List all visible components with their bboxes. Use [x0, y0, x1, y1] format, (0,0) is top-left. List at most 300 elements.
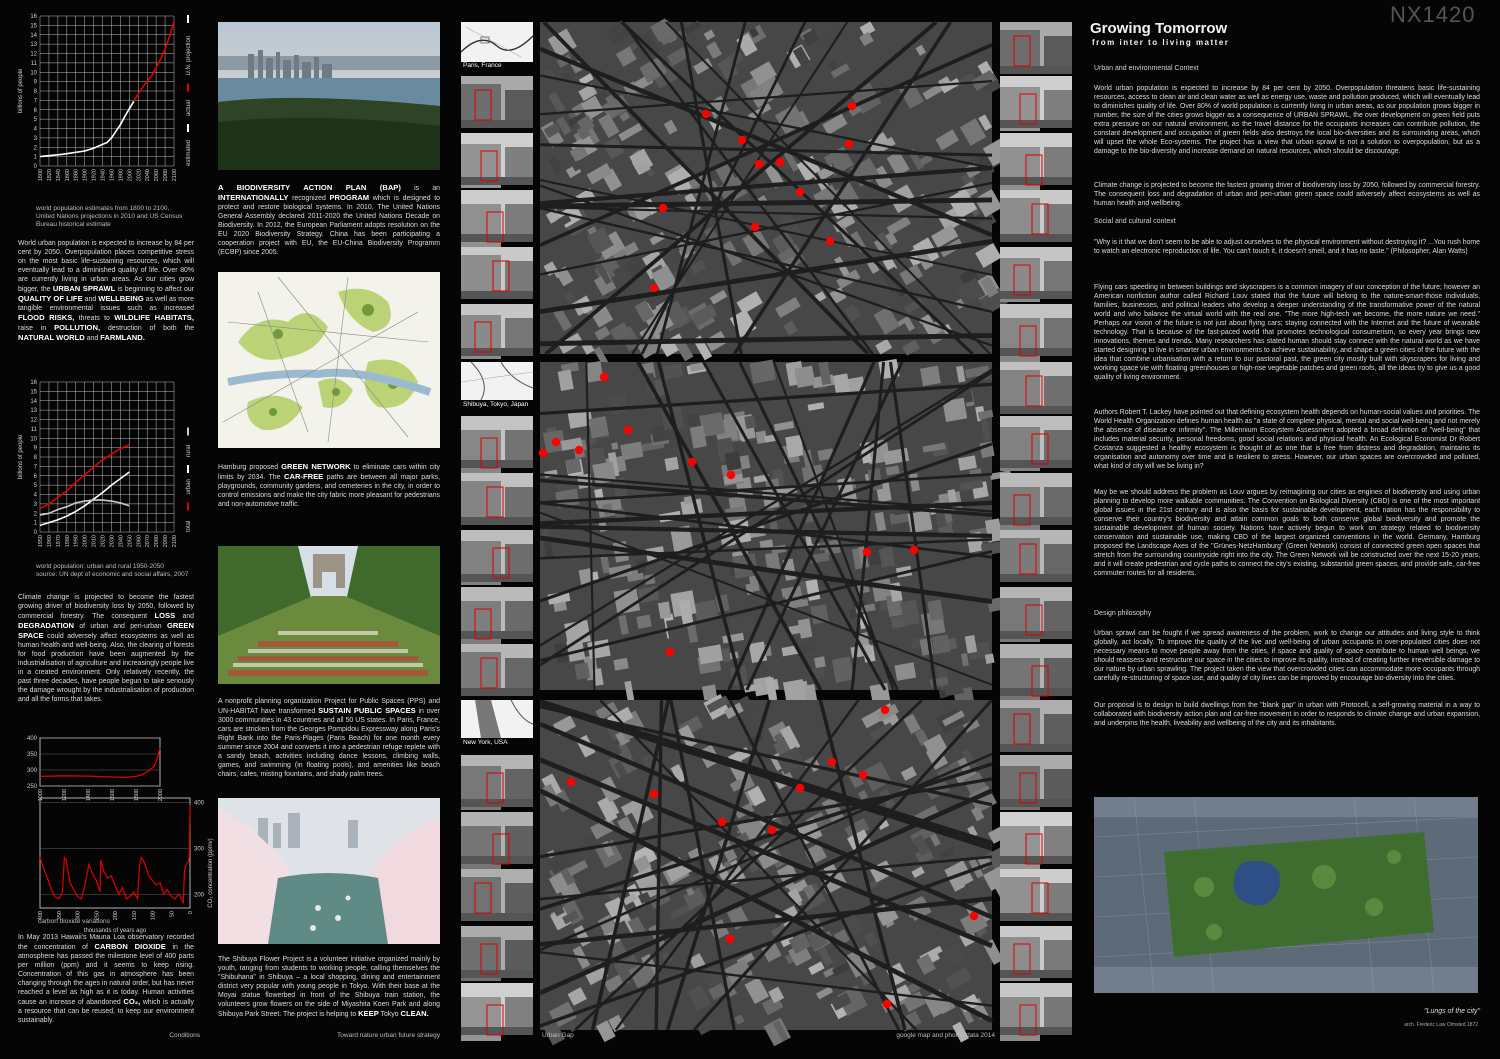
street-photo-image [461, 76, 533, 128]
street [461, 517, 533, 525]
skyline-image [218, 22, 440, 170]
x-tick-label: 2080 [163, 169, 170, 182]
street-photo [1000, 133, 1072, 185]
city-block [891, 615, 905, 628]
public-spaces-paragraph: A nonprofit planning organization Project for Public Spaces (PPS) and UN-HABITAT have transformed SUSTAIN PUBLIC SPACES in over 3000 communities in 43 countries and all 50 US states. In Paris, France, cars are stricken from the Georges Pompidou Expressway along Paris's Right Bank into the Paris-Plages (Paris Beach) for one month every summer since 2004 and converts it into a pedestrian refuge replete with a sandy beach, activities including dance lessons, climbing walls, games, and swimming (in floating pools), and amenities like beach chairs, cafes, misting fountains, and shady palm trees. [218, 698, 440, 778]
main-y-tick: 200 [194, 892, 205, 899]
x-tick-label: 1980 [118, 169, 125, 182]
urban-gap-marker [738, 136, 746, 144]
city-block [744, 415, 756, 429]
street [461, 913, 533, 921]
street-photo [461, 530, 533, 582]
main-x-tick: 150 [131, 911, 138, 921]
street [461, 234, 533, 242]
y-tick-label: 15 [30, 23, 37, 30]
urban-gap-marker [845, 140, 853, 148]
street-photo-image [461, 416, 533, 468]
series-line-u-n--projection [134, 22, 174, 102]
y-tick-label: 16 [30, 380, 37, 386]
y-tick-label: 0 [33, 530, 37, 536]
y-tick-label: 13 [30, 408, 37, 415]
city-block [725, 451, 742, 471]
x-tick-label: 2000 [127, 169, 134, 182]
hamburg-green-network-paragraph: Hamburg proposed GREEN NETWORK to eliminate cars within city limits by 2034. The CAR-FREE paths are between all major parks, playgrounds, community gardens, and cemeteries in the city, in order to control emissions and make the city fabric more pleasant for pedestrians and non-automotive traffic. [218, 462, 441, 508]
y-tick-label: 4 [33, 126, 37, 133]
urban-gap-marker [751, 223, 759, 231]
street-photo-image [461, 133, 533, 185]
x-tick-label: 1960 [46, 535, 53, 548]
inset-x-tick: 1600 [110, 789, 116, 802]
street [461, 631, 533, 639]
champs-elysees-photo [218, 546, 440, 684]
y-tick-label: 2 [33, 145, 37, 152]
urban-population-paragraph: World urban population is expected to increase by 84 per cent by 2050. Overpopulation places competitive stress on the most basic life-sustaining resources, which will eventually lead to a diminished quality of life. Over 80% are currently living in urban areas. As our cities grow bigger, the URBAN SPRAWL is beginning to affect our QUALITY OF LIFE and WELLBEING as well as more tangible environmental issues such as increased FLOOD RISKS, threats to WILDLIFE HABITATS, raise in POLLUTION, destruction of both the NATURAL WORLD and FARMLAND. [18, 240, 195, 342]
x-tick-label: 2090 [163, 535, 170, 548]
urban-gap-marker [567, 778, 575, 786]
street-photo [461, 133, 533, 185]
city-block [794, 366, 815, 388]
street-photo-image [461, 869, 533, 921]
street-photo [461, 416, 533, 468]
street-photo [461, 869, 533, 921]
co2-chart [14, 728, 214, 934]
street-photo [461, 755, 533, 807]
urban-gap-marker [828, 758, 836, 766]
y-tick-label: 16 [30, 14, 37, 20]
tokyo-aerial-map [540, 362, 992, 690]
climate-paragraph: Climate change is projected to become the fastest growing driver of biodiversity loss by 2050, followed by commercial forestry. The consequent loss and degradation of urban and peri-urban green space could adversely affect ecosystems as well as human health and wellbeing. [1094, 182, 1480, 207]
biodiversity-action-plan-paragraph: A BIODIVERSITY ACTION PLAN (BAP) is an INTERNATIONALLY recognized PROGRAM which is designed to protect and restore biological systems. In 2010, The United Nations General Assembly declared 2011-2020 the United Nations Decade on Biodiversity. In 2012, the European Parliament adopts resolution on the EU 2020 Biodiversity Strategy. China has been participating a cooperation project with EU, the EU-China Biodiversity Programm (ECBP) since 2005. [218, 183, 441, 256]
street-photo-image [461, 530, 533, 582]
urban-gap-marker [726, 935, 734, 943]
x-tick-label: 1990 [73, 535, 80, 548]
co2-chart-caption: carbon dioxide variations [38, 918, 110, 925]
urban-gap-marker [650, 790, 658, 798]
street-photo [1000, 926, 1072, 978]
tokyo-map-image [540, 362, 992, 690]
x-tick-label: 2070 [145, 535, 152, 548]
ecosystem-health-paragraph: Authors Robert T. Lackey have pointed out that defining ecosystem health depends on human-social values and priorities. The World Health Organization defines human health as "a state of complete physical, mental and social well-being and not merely the absence of disease or infirmity". The Millennium Ecosystem Assessment adopted a broad definition of "well-being" that includes material security, personal freedoms, good social relations and physical health. An Ecological Economist Dr Robert Costanza suggested a healthy ecosystem is thought of as one that is free from distress and degradation, maintains its organisation and autonomy over time and is resilient to stress. However, our urban spaces are overcrowded and polluted, what kind of city will we be living in? [1094, 409, 1480, 470]
street-photo-image [1000, 190, 1072, 242]
x-tick-label: 2040 [145, 169, 152, 182]
x-tick-label: 2100 [172, 169, 178, 182]
urban-gap-marker [539, 449, 547, 457]
urban-gap-marker [796, 784, 804, 792]
poster-subtitle: from inter to living matter [1092, 38, 1230, 47]
y-tick-label: 13 [30, 42, 37, 49]
x-tick-label: 1950 [38, 535, 44, 548]
main-x-tick: 400 [38, 911, 44, 921]
street-photo-image [1000, 755, 1072, 807]
x-tick-label: 2010 [91, 535, 98, 548]
street-photo-image [461, 812, 533, 864]
legend-entry: actual [186, 100, 192, 117]
population-chart-caption: world population estimates from 1800 to 2100, United Nations projections in 2010 and US Census Bureau historical estimate [36, 205, 183, 228]
street-photo [1000, 76, 1072, 128]
urban-gap-marker [659, 204, 667, 212]
city-block [814, 656, 826, 668]
central-park-image [1094, 797, 1478, 993]
y-tick-label: 7 [33, 464, 37, 471]
x-tick-label: 1880 [73, 169, 80, 182]
main-x-tick: 200 [113, 911, 119, 921]
y-tick-label: 6 [33, 473, 37, 480]
street-photo-image [1000, 362, 1072, 414]
x-tick-label: 1860 [64, 169, 71, 182]
y-tick-label: 12 [30, 417, 37, 424]
design-philosophy-paragraph: Urban sprawl can be fought if we spread awareness of the problem, work to change our attitudes and living style to think globally, act locally. To improve the quality of the live and well-being of urban occupants in over-populated cities does not necessary means to move people away from the cities, if space and quality of space contribute to human well beings, we should reassess and restructure our space in the cities to improve its quality, instead of creating further irreversible damage to our nature by urban sprawling. The project taken the view that overcrowded cities can accommodate more occupants through carefully re-structuring of space use, and quality of city lives can be improved by encourage bio-diversity into the cities. [1094, 630, 1480, 682]
street-photo [1000, 22, 1072, 74]
strategy-footer: Toward nature urban future strategy [337, 1032, 440, 1039]
newyork-aerial-map [540, 700, 992, 1030]
tokyo-location-map [461, 362, 533, 400]
main-x-tick: 0 [188, 911, 194, 915]
cherry-blossom-image [218, 798, 440, 944]
street-photo-image [1000, 247, 1072, 299]
google-map-credit: google map and photos data 2014 [896, 1032, 995, 1039]
urban-gap-marker [552, 438, 560, 446]
urban-gap-marker [881, 706, 889, 714]
street [1000, 291, 1072, 299]
street-photo [1000, 416, 1072, 468]
urban-context-paragraph: World urban population is expected to increase by 84 per cent by 2050. Overpopulation threatens basic life-sustaining resources, access to clean air and clean water as well as energy use, waste and pollution produced, which will eventually lead to diminishes quality of life. Over 80% of world population is currently living in urban areas, as our population grows bigger in number, the size of the cities grows bigger as a consequence of URBAN SPRAWL, the over development on green field puts extra pressure on our natural environment, as the travel distance for the occupants increases can contribute pollution, the constant development and occupation of green fields also destroys the local bio-diversities and its surrounding areas, which will upset the whole Eco-systems. The project has a view that urban sprawl is not a solution to overpopulation, but as a damage to the bio-diversity and increase demand on natural resources, which should be discourage. [1094, 85, 1480, 155]
x-tick-label: 2040 [118, 535, 125, 548]
street-photo-image [1000, 76, 1072, 128]
central-park-aerial-photo [1094, 797, 1478, 993]
urban-gap-marker [970, 912, 978, 920]
street-photo [461, 983, 533, 1035]
paris-map-image [540, 22, 992, 354]
urban-gap-marker [826, 237, 834, 245]
street-photo [1000, 644, 1072, 696]
street-photo [1000, 304, 1072, 356]
city-block [664, 457, 679, 471]
y-tick-label: 10 [30, 436, 37, 443]
urban-gap-marker [863, 548, 871, 556]
y-tick-label: 3 [33, 135, 37, 142]
paris-label: Paris, France [463, 62, 502, 69]
x-tick-label: 2050 [127, 535, 134, 548]
street-photo-image [1000, 133, 1072, 185]
x-tick-label: 2020 [136, 169, 143, 182]
street-photo-image [461, 587, 533, 639]
y-tick-label: 12 [30, 51, 37, 58]
city-block [985, 653, 995, 664]
street-photo-image [1000, 700, 1072, 752]
street-photo [1000, 700, 1072, 752]
inset-x-tick: 1000 [38, 789, 44, 802]
city-block [979, 441, 994, 458]
y-tick-label: 0 [33, 164, 37, 170]
street [1000, 913, 1072, 921]
city-block [588, 416, 608, 438]
street-photo-image [1000, 530, 1072, 582]
street-photo [461, 473, 533, 525]
olmsted-credit: arch. Frederic Law Olmsted 1872 [1404, 1022, 1478, 1028]
carbon-dioxide-paragraph: In May 2013 Hawaii's Mauna Loa observatory recorded the concentration of CARBON DIOXIDE in the atmosphere has passed the milestone level of 400 parts per million (ppm) and it seems to keep rising. Concentration of this gas in atmosphere has been changing through the ages in natural order, but has never reached a level as high as it is today. Human activities cause an increase of abandoned CO₂, which is actually a resource that can be reused, to keep our environment sustainably. [18, 934, 194, 1024]
street-photo [1000, 587, 1072, 639]
street-photo-image [1000, 983, 1072, 1035]
y-tick-label: 11 [30, 60, 37, 67]
street-photo-image [461, 644, 533, 696]
x-tick-label: 1940 [100, 169, 107, 182]
inset-y-tick: 400 [26, 736, 37, 742]
street-photo-image [1000, 869, 1072, 921]
urban-gap-marker [727, 471, 735, 479]
street [1000, 517, 1072, 525]
street-photo [461, 304, 533, 356]
main-x-tick: 350 [56, 911, 63, 921]
section-heading-social-context: Social and cultural context [1094, 218, 1176, 225]
street-photo-image [461, 304, 533, 356]
urban-rural-chart-caption: world population: urban and rural 1950-2050 [36, 563, 164, 570]
x-tick-label: 2000 [82, 535, 89, 548]
street [1000, 406, 1072, 414]
street [461, 120, 533, 128]
main-co2-line [40, 805, 190, 904]
y-tick-label: 15 [30, 389, 37, 396]
green-network-image [218, 272, 440, 448]
inset-x-tick: 1800 [134, 789, 140, 802]
inset-x-tick: 1200 [62, 789, 68, 802]
street-photo [1000, 812, 1072, 864]
paris-aerial-map [540, 22, 992, 354]
main-y-axis-label: CO₂ concentration (ppmv) [208, 838, 214, 908]
street-photo-image [1000, 416, 1072, 468]
street [461, 1027, 533, 1035]
x-tick-label: 1970 [55, 535, 62, 548]
y-tick-label: 9 [33, 445, 37, 452]
vancouver-skyline-photo [218, 22, 440, 170]
x-tick-label: 1800 [38, 169, 44, 182]
lungs-of-the-city-caption: "Lungs of the city" [1424, 1008, 1480, 1015]
newyork-label: New York, USA [463, 739, 508, 746]
street-photo-image [461, 926, 533, 978]
street-photo [1000, 247, 1072, 299]
city-block [566, 458, 582, 474]
city-block [687, 413, 699, 426]
y-tick-label: 11 [30, 426, 37, 433]
newyork-map-image [540, 700, 992, 1030]
inset-y-tick: 350 [26, 752, 37, 758]
x-tick-label: 1960 [109, 169, 116, 182]
urban-gap-marker [755, 160, 763, 168]
project-code: NX1420 [1390, 2, 1476, 27]
street [1000, 970, 1072, 978]
urban-gap-marker [768, 826, 776, 834]
street [461, 348, 533, 356]
inset-frame [40, 738, 160, 786]
street-photo-image [1000, 812, 1072, 864]
y-tick-label: 1 [33, 520, 37, 527]
city-block [611, 442, 618, 450]
urban-gap-marker [859, 771, 867, 779]
proposal-paragraph: Our proposal is to design to build dwellings from the "blank gap" in urban with Protocell, a self-growing material in a way to collaborated with biodiversity action plan and car-free movement in order to responds to climate change and urban expansion, and underpins the health, liveability and wellbeing of the city and its inhabitants. [1094, 702, 1480, 727]
y-axis-label: billions of people [18, 68, 24, 114]
x-tick-label: 2020 [100, 535, 107, 548]
city-block [607, 392, 627, 415]
urban-gap-marker [718, 818, 726, 826]
street [461, 856, 533, 864]
y-tick-label: 10 [30, 70, 37, 77]
street [461, 291, 533, 299]
street-photo [1000, 530, 1072, 582]
legend-entry: urban [186, 479, 192, 495]
street-photo-image [1000, 22, 1072, 74]
street-photo-image [1000, 926, 1072, 978]
main-x-tick: 250 [94, 911, 101, 921]
urban-gap-footer: Urban Gap [542, 1032, 574, 1039]
urban-gap-marker [910, 546, 918, 554]
urban-gap-marker [624, 426, 632, 434]
street-photo [1000, 362, 1072, 414]
y-tick-label: 8 [33, 455, 37, 461]
inset-y-tick: 250 [26, 784, 37, 790]
street-photo [1000, 190, 1072, 242]
alan-watts-quote: "Why is it that we don't seem to be able to adjust ourselves to the physical environment without destroying it? ...You rush home to watch an electronic reproduction of life. You can't touch it, it doesn't smell, and it has no taste." (Philosopher, Alan Watts) [1094, 239, 1480, 255]
urban-gap-marker [796, 188, 804, 196]
champs-elysees-image [218, 546, 440, 684]
street-photo-image [1000, 587, 1072, 639]
urban-gap-marker [883, 1000, 891, 1008]
richard-louv-paragraph: Flying cars speeding in between buildings and skyscrapers is a common imagery of our conception of the future; however an American nonfiction author called Richard Louv stated that the future will belong to the nature-smart-those individuals, families, businesses, and political leaders who develop a deeper understanding of the transformative power of the natural world and who balance the virtual world with the real one. "The more high-tech we become, the more nature we need." Perhaps our vision of the future is not just about flying cars; staying connected with the Internet and the future of wearable technology. That is because of the fast-paced world that promotes technological consumerism, so every year brings new innovations, themes and trends. Many researchers has stated human should stay connect with the natural world as we have started designing to live in smarter urban environments to achieve sustainability, and shape a green cities of the future with the idea that combine urbanisation with a return to our pastoral past, the green city mostly built with skyscrapers for living and working space vie with floating greenhouses or high-rise vegetable patches and green roofs, all the ideas try to give us a good quality of living environment. [1094, 284, 1480, 381]
street [1000, 66, 1072, 74]
street [1000, 688, 1072, 696]
street [1000, 744, 1072, 752]
street-photo [461, 644, 533, 696]
shibuya-flower-project-paragraph: The Shibuya Flower Project is a volunteer initiative organized mainly by youth, ranging from students to working people, calling themselves the "Shibuhana" in Shibuya – a local shopping, dining and entertainment district very popular with young people in Tokyo. With their base at the Moyai statue flowerbed in front of the Shibuya train station, the volunteers grow flowers on the side of Miyashita Koen Park and along Shibuya Park Street. The project is helping to KEEP Tokyo CLEAN. [218, 956, 440, 1018]
city-block [932, 634, 951, 654]
urban-gap-marker [702, 110, 710, 118]
main-x-tick: 50 [169, 911, 176, 918]
x-tick-label: 1820 [46, 169, 53, 182]
city-block [750, 359, 776, 383]
x-tick-label: 2100 [172, 535, 178, 548]
legend-entry: estimated [186, 139, 192, 166]
city-block [920, 366, 941, 386]
street [461, 688, 533, 696]
population-chart [14, 10, 200, 210]
x-tick-label: 2060 [154, 169, 161, 182]
city-block [574, 662, 590, 679]
y-tick-label: 2 [33, 511, 37, 518]
main-x-tick: 300 [75, 911, 82, 921]
x-tick-label: 1900 [82, 169, 89, 182]
x-tick-label: 2030 [109, 535, 116, 548]
street-photo [461, 247, 533, 299]
y-axis-label: billions of people [18, 434, 24, 480]
street-photo [461, 76, 533, 128]
street-photo-image [1000, 304, 1072, 356]
street [1000, 177, 1072, 185]
inset-co2-line [40, 748, 160, 778]
x-tick-label: 2080 [154, 535, 161, 548]
street-photo [461, 812, 533, 864]
biodiversity-cities-paragraph: May be we should address the problem as Louv argues by reimagining our cities as engines of biodiversity and using urban planning to develop more walkable communities. The Convention on Biological Diversity (CBD) is one of the most important global issues in the 21st century and is also the basis for sustainable development, each nation has the responsibility to conserve their country's biodiversity and attain common goals to both conserve global biodiversity and promote the sustainable development of human society. Nations have actively begun to work on strategy related to biodiversity conservation and sustainable use, making CBD of the largest organized conventions in the world. Germany, Hamburg proposed the Landscape Axes of the "Grünes-NetzHamburg" (Green Network) consist of connected green open spaces that stretch from the surrounding countryside right into the city. The Green Network will be constructed over the next 15-20 years, and it will create pedestrian and cycle paths to connect the city's existing, substantial green spaces, and provide safe, car-free commuter routes for all residents. [1094, 489, 1480, 577]
inset-x-tick: 2000 [158, 789, 164, 802]
urban-gap-marker [666, 648, 674, 656]
street [1000, 856, 1072, 864]
poster-title: Growing Tomorrow [1090, 20, 1228, 37]
x-tick-label: 1980 [64, 535, 71, 548]
conditions-footer: Conditions [169, 1032, 200, 1039]
legend-entry: total [186, 520, 192, 532]
street-photo-image [1000, 473, 1072, 525]
street-photo [1000, 983, 1072, 1035]
y-tick-label: 1 [33, 154, 37, 161]
section-heading-design-philosophy: Design philosophy [1094, 610, 1152, 617]
city-block [636, 615, 651, 629]
urban-gap-marker [688, 458, 696, 466]
y-tick-label: 7 [33, 98, 37, 105]
inset-x-tick: 1400 [86, 789, 92, 802]
street-photo-image [461, 190, 533, 242]
main-y-tick: 400 [194, 800, 205, 807]
street-photo-image [461, 473, 533, 525]
street-photo-image [461, 247, 533, 299]
urban-gap-marker [848, 102, 856, 110]
y-tick-label: 5 [33, 117, 37, 124]
x-tick-label: 2060 [136, 535, 143, 548]
street-photo-image [461, 755, 533, 807]
x-tick-label: 1920 [91, 169, 98, 182]
street-photo [1000, 473, 1072, 525]
x-tick-label: 1840 [55, 169, 62, 182]
cherry-blossom-photo [218, 798, 440, 944]
y-tick-label: 5 [33, 483, 37, 490]
tokyo-minimap [461, 362, 533, 400]
section-heading-urban-context: Urban and environmental Context [1094, 65, 1199, 72]
y-tick-label: 14 [30, 398, 37, 405]
main-y-tick: 300 [194, 846, 205, 853]
hamburg-green-network-map [218, 272, 440, 448]
y-tick-label: 9 [33, 79, 37, 86]
street-photo [461, 190, 533, 242]
street [1000, 234, 1072, 242]
street-photo-image [1000, 644, 1072, 696]
urban-gap-marker [575, 446, 583, 454]
urban-gap-marker [650, 284, 658, 292]
y-tick-label: 6 [33, 107, 37, 114]
city-block [895, 662, 917, 681]
y-tick-label: 4 [33, 492, 37, 499]
urban-gap-marker [600, 373, 608, 381]
urban-rural-chart [14, 376, 200, 571]
y-tick-label: 8 [33, 89, 37, 95]
street-photo [1000, 755, 1072, 807]
urban-gap-marker [776, 158, 784, 166]
climate-change-paragraph: Climate change is projected to become the fastest growing driver of biodiversity loss by 2050, followed by commercial forestry. The consequent LOSS and DEGRADATION of urban and peri-urban GREEN SPACE could adversely affect ecosystems as well as human health and well-being. Also, the clearing of forests for food production have been augmented by the industrialisation of agriculture and increasingly people live in a created environment. Only relatively recently, the past three decades, have people begun to take seriously the damage wrought by the industrialisation of production and all the forms that takes. [18, 594, 195, 703]
main-x-tick: 100 [150, 911, 157, 921]
y-tick-label: 14 [30, 32, 37, 39]
street-photo-image [461, 983, 533, 1035]
paris-minimap [461, 22, 533, 62]
paris-location-map [461, 22, 533, 62]
street-photo [461, 926, 533, 978]
street [1000, 574, 1072, 582]
y-tick-label: 3 [33, 501, 37, 508]
street-photo [461, 587, 533, 639]
street-photo [1000, 869, 1072, 921]
newyork-location-map [461, 700, 533, 738]
legend-entry: rural [186, 444, 192, 457]
tokyo-label: Shibuya, Tokyo, Japan [463, 401, 529, 408]
legend-entry: U.N. projection [186, 35, 192, 76]
inset-y-tick: 300 [26, 768, 37, 774]
newyork-minimap [461, 700, 533, 738]
main-x-axis-label: thousands of years ago [83, 928, 147, 934]
urban-rural-chart-source: source: UN dept of economic and social affairs, 2007 [36, 571, 189, 578]
